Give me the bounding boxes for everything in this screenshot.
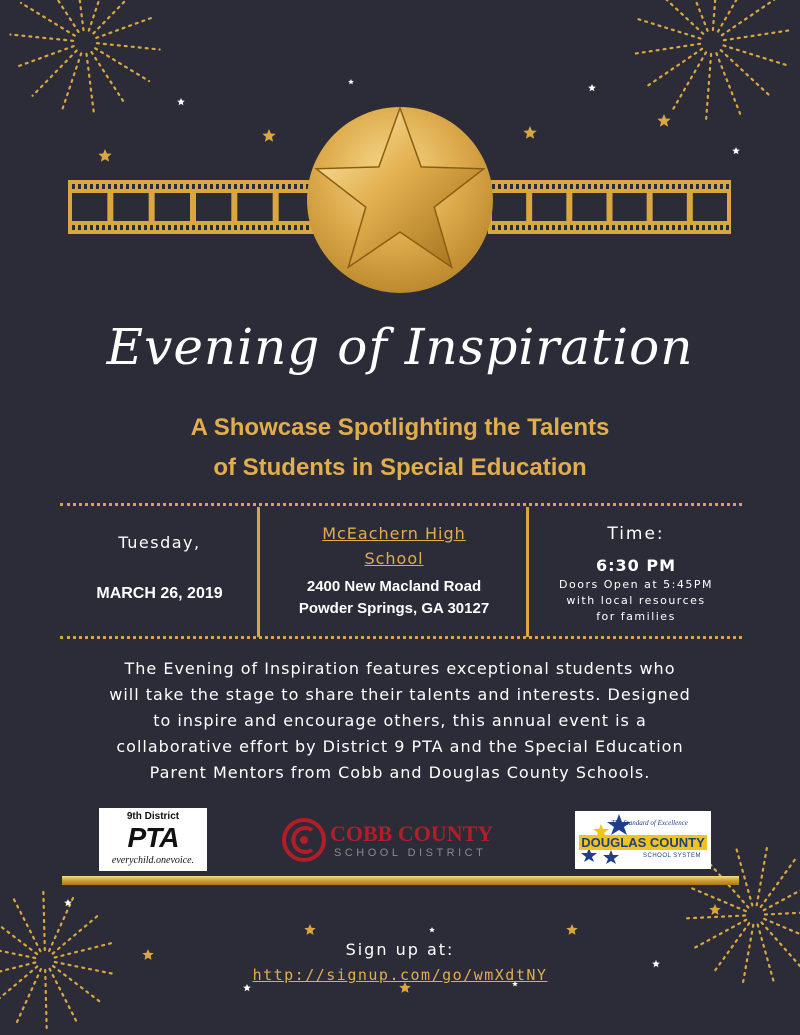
- pta-logo-top: 9th District: [126, 811, 180, 822]
- description-line: Parent Mentors from Cobb and Douglas County Schools.: [149, 763, 651, 782]
- subtitle-line: of Students in Special Education: [213, 454, 587, 481]
- douglas-logo-tagline: The Standard of Excellence: [611, 819, 688, 827]
- event-day: Tuesday,: [118, 533, 201, 552]
- douglas-logo-name: DOUGLAS COUNTY: [579, 835, 707, 850]
- note-line: with local resources: [566, 594, 706, 607]
- cobb-county-logo: [280, 815, 510, 865]
- doors-note: [531, 577, 741, 625]
- column-divider: [526, 507, 529, 637]
- venue-name-line: School: [364, 549, 424, 568]
- description-line: to inspire and encourage others, this annual event is a: [153, 711, 647, 730]
- signup-label: Sign up at:: [345, 940, 455, 959]
- venue-address: [262, 576, 526, 620]
- douglas-logo-sub: SCHOOL SYSTEM: [643, 853, 701, 859]
- signup-link[interactable]: http://signup.com/go/wmXdtNY: [252, 966, 548, 984]
- cobb-logo-name: COBB COUNTY: [330, 821, 494, 846]
- description-line: The Evening of Inspiration features exceptional students who: [124, 659, 676, 678]
- gold-divider-bar: [62, 876, 739, 885]
- gold-star-icon: [307, 107, 493, 293]
- description-line: collaborative effort by District 9 PTA and the Special Education: [116, 737, 684, 756]
- pta-logo: [99, 808, 207, 871]
- note-line: for families: [596, 610, 676, 623]
- address-line: 2400 New Macland Road: [306, 578, 482, 595]
- pta-logo-tagline: everychild.onevoice.: [111, 855, 195, 866]
- event-time: 6:30 PM: [595, 556, 676, 575]
- event-title: Evening of Inspiration: [106, 318, 694, 376]
- douglas-county-logo: [575, 811, 711, 869]
- address-line: Powder Springs, GA 30127: [298, 600, 490, 617]
- divider-bottom: [60, 636, 742, 639]
- subtitle-line: A Showcase Spotlighting the Talents: [190, 414, 610, 441]
- time-label: Time:: [607, 524, 665, 544]
- description-line: will take the stage to share their talents and interests. Designed: [109, 685, 691, 704]
- event-description: [55, 656, 745, 786]
- event-date: MARCH 26, 2019: [96, 585, 223, 602]
- venue-name: [262, 521, 526, 571]
- cobb-emblem-icon: [282, 818, 326, 862]
- venue-name-line: McEachern High: [322, 524, 466, 543]
- note-line: Doors Open at 5:45PM: [559, 578, 713, 591]
- divider-top: [60, 503, 742, 506]
- cobb-logo-sub: SCHOOL DISTRICT: [334, 847, 487, 859]
- event-subtitle: [0, 408, 800, 488]
- column-divider: [257, 507, 260, 637]
- pta-logo-mark: PTA: [127, 822, 179, 853]
